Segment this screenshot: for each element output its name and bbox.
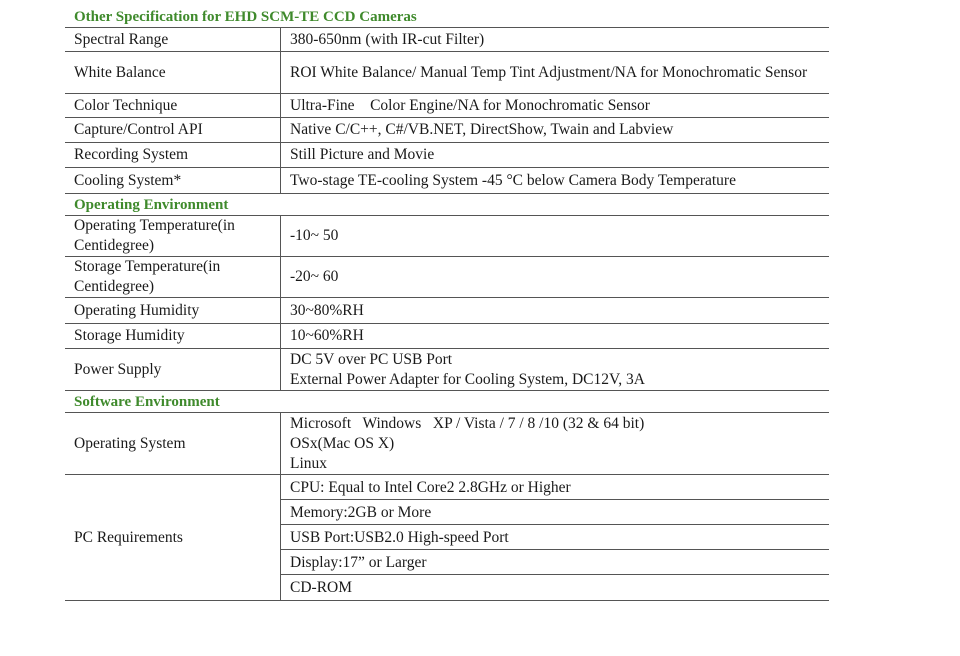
row-pc-requirements	[65, 475, 829, 601]
value-line: OSx(Mac OS X)	[290, 434, 395, 452]
pc-requirement-item: CD-ROM	[290, 579, 353, 596]
value-line: External Power Adapter for Cooling System, DC12V, 3A	[290, 370, 645, 388]
section-software-env: Software Environment	[65, 391, 829, 413]
row-value	[281, 349, 829, 390]
row-capture-api	[65, 118, 829, 143]
row-storage-temperature	[65, 257, 829, 298]
pc-requirement-list	[281, 475, 829, 600]
row-value: Still Picture and Movie	[290, 146, 435, 163]
row-label: Recording System	[65, 143, 281, 167]
pc-requirement-item: CPU: Equal to Intel Core2 2.8GHz or Higher	[281, 475, 829, 500]
spec-table	[65, 6, 829, 601]
row-storage-humidity	[65, 324, 829, 349]
row-value: 30~80%RH	[290, 301, 364, 319]
row-operating-system	[65, 413, 829, 475]
row-label: Cooling System*	[65, 168, 281, 193]
row-spectral-range	[65, 28, 829, 52]
row-label: Spectral Range	[65, 28, 281, 51]
row-value: 10~60%RH	[290, 327, 364, 344]
row-value: ROI White Balance/ Manual Temp Tint Adjustment/NA for Monochromatic Sensor	[290, 63, 808, 81]
row-label: Storage Temperature(in Centidegree)	[65, 257, 281, 297]
row-recording-system	[65, 143, 829, 168]
row-label: Power Supply	[65, 349, 281, 390]
row-label: Operating Humidity	[65, 298, 281, 323]
row-label: Operating Temperature(in Centidegree)	[65, 216, 281, 256]
row-value	[281, 413, 829, 474]
section-operating-env: Operating Environment	[65, 194, 829, 216]
row-cooling-system	[65, 168, 829, 194]
row-label: Storage Humidity	[65, 324, 281, 348]
row-operating-humidity	[65, 298, 829, 324]
row-value: Native C/C++, C#/VB.NET, DirectShow, Twain and Labview	[290, 121, 674, 138]
row-white-balance	[65, 52, 829, 94]
row-value: Two-stage TE-cooling System -45 °C below Camera Body Temperature	[290, 171, 736, 189]
row-value: -20~ 60	[290, 268, 339, 285]
pc-requirement-item: Memory:2GB or More	[281, 500, 829, 525]
row-label: Capture/Control API	[65, 118, 281, 142]
value-line: DC 5V over PC USB Port	[290, 350, 453, 368]
row-label: White Balance	[65, 52, 281, 93]
pc-requirement-item: Display:17” or Larger	[281, 550, 829, 575]
row-value: Ultra-Fine Color Engine/NA for Monochromatic Sensor	[290, 96, 650, 114]
row-label: PC Requirements	[65, 475, 281, 600]
row-color-technique	[65, 94, 829, 118]
row-label: Color Technique	[65, 94, 281, 117]
value-line: Linux	[290, 454, 328, 472]
row-value: 380-650nm (with IR-cut Filter)	[290, 30, 485, 48]
row-power-supply	[65, 349, 829, 391]
row-label: Operating System	[65, 413, 281, 474]
value-line: Microsoft Windows XP / Vista / 7 / 8 /10 (32 & 64 bit)	[290, 414, 645, 432]
row-value: -10~ 50	[290, 227, 339, 244]
row-operating-temperature	[65, 216, 829, 257]
section-other-spec: Other Specification for EHD SCM-TE CCD Cameras	[65, 6, 829, 28]
pc-requirement-item: USB Port:USB2.0 High-speed Port	[281, 525, 829, 550]
